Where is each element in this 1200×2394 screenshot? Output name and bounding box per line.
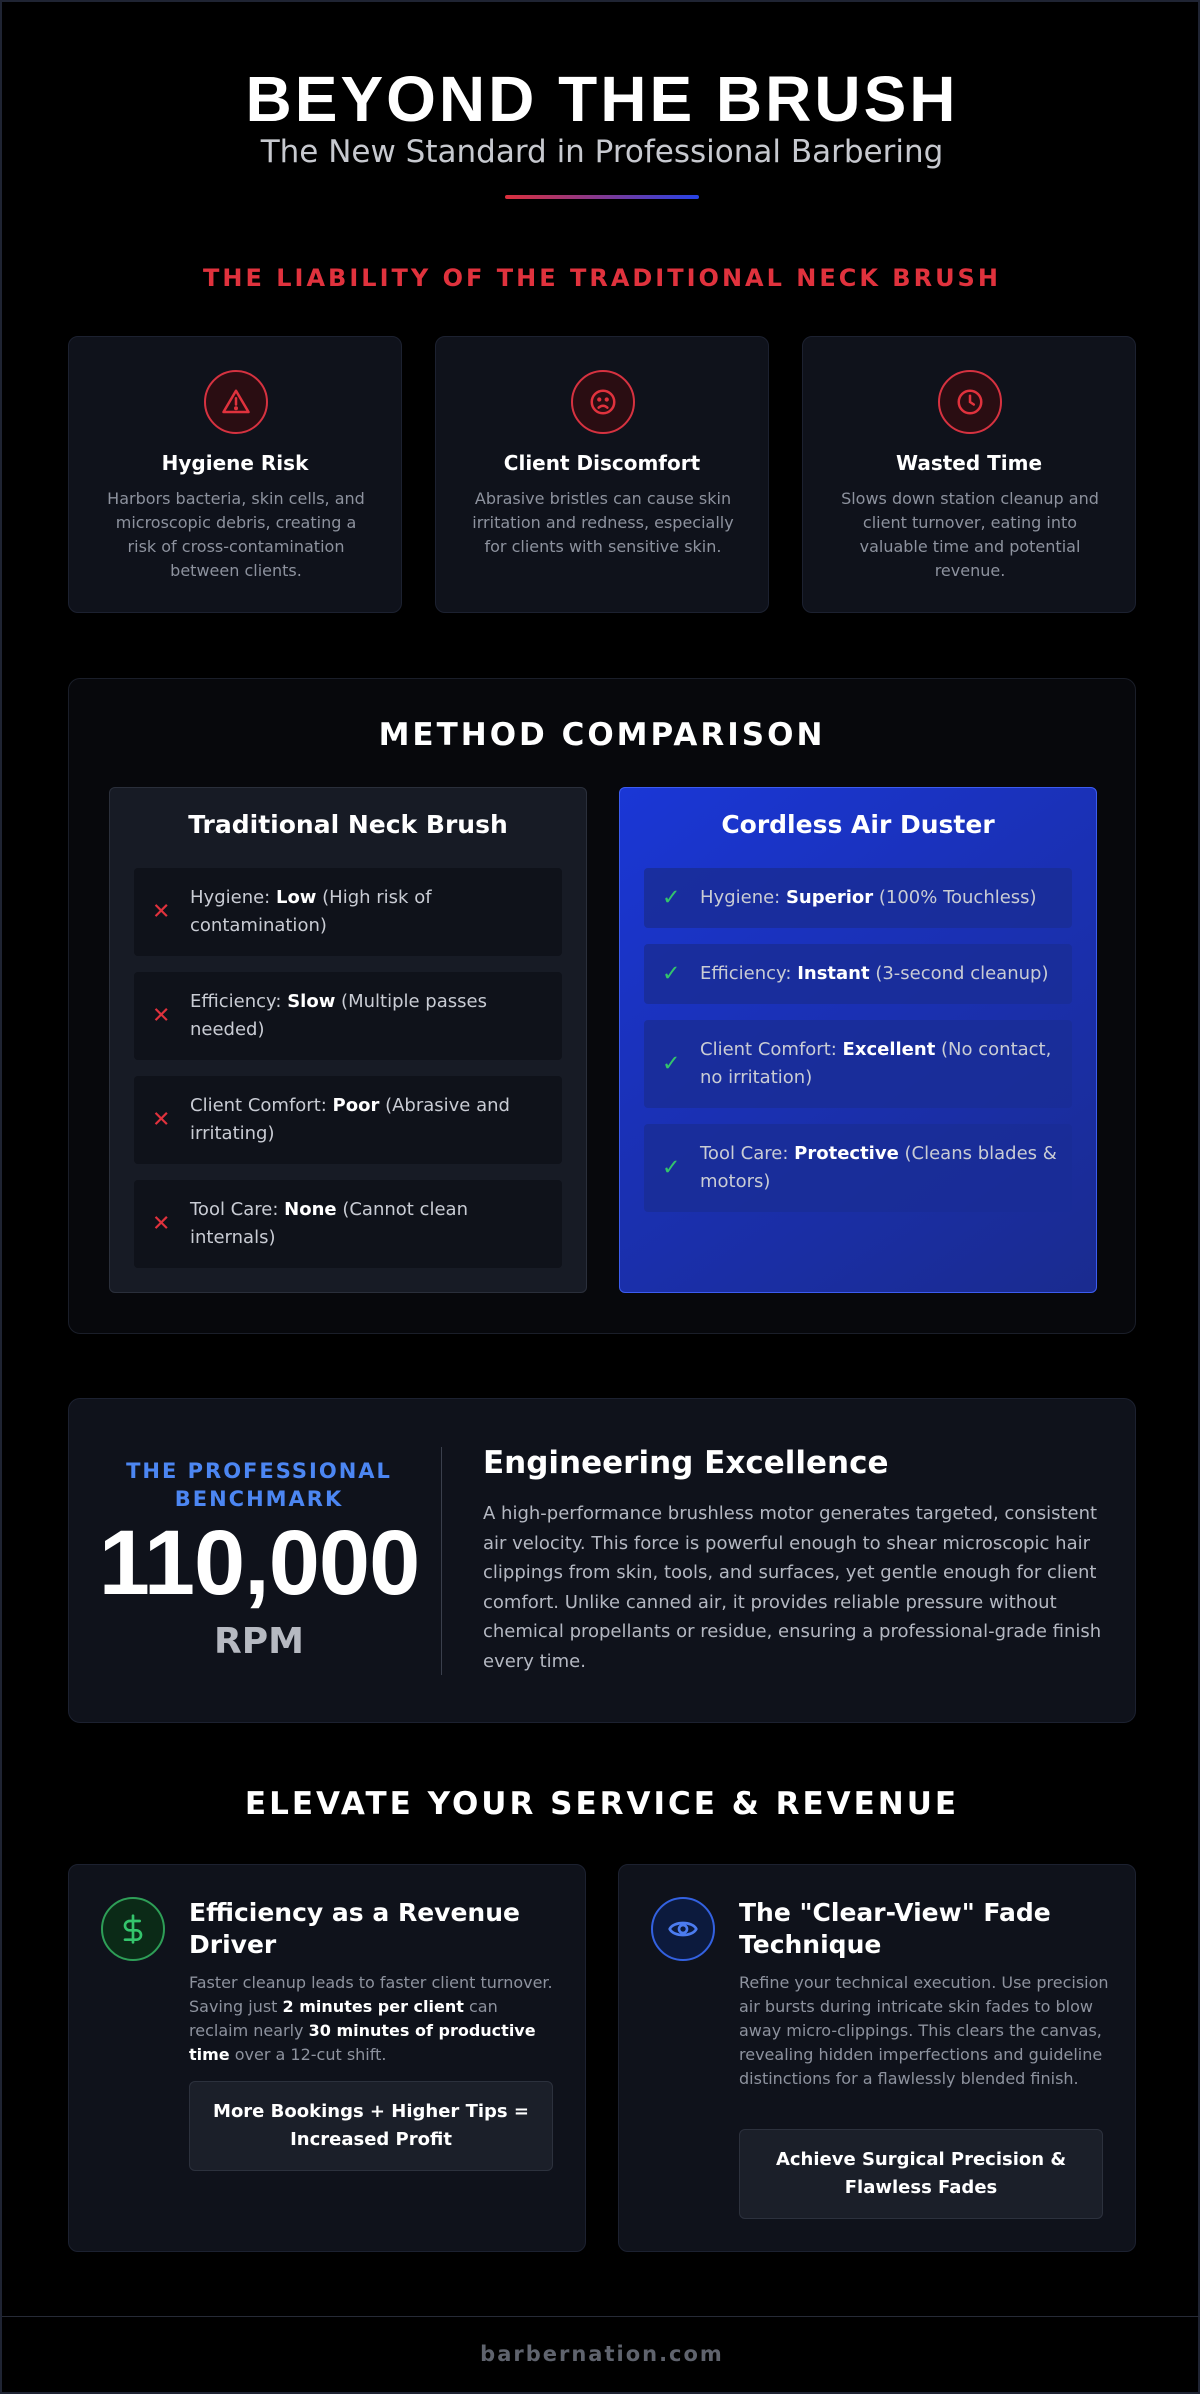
- list-item: [644, 868, 1072, 928]
- item-text: Hygiene: Low (High risk of contamination): [190, 887, 432, 936]
- card-text: Slows down station cleanup and client turnover, eating into valuable time and potential revenue.: [841, 489, 1099, 580]
- frown-face-icon: [571, 370, 635, 434]
- fade-callout: Achieve Surgical Precision & Flawless Fades: [739, 2129, 1103, 2219]
- warning-triangle-icon: [204, 370, 268, 434]
- engineering-body: A high-performance brushless motor generates targeted, consistent air velocity. This force is powerful enough to shear microscopic hair clippings from skin, tools, and surfaces, yet gentle enough for client comfort. Unlike canned air, it provides reliable pressure without chemical propellants or residue, ensuring a professional-grade finish every time.: [483, 1503, 1102, 1672]
- clock-icon: [938, 370, 1002, 434]
- page-subtitle: The New Standard in Professional Barbering: [260, 134, 944, 170]
- footer-site: barbernation.com: [480, 2342, 724, 2366]
- list-item: [644, 1124, 1072, 1212]
- air-duster-column: [619, 787, 1097, 1293]
- liability-card-time: [802, 336, 1136, 613]
- card-title: The "Clear-View" Fade Technique: [739, 1898, 1051, 1959]
- list-item: [134, 868, 562, 956]
- liability-card-discomfort: [435, 336, 769, 613]
- page-title: BEYOND THE BRUSH: [245, 63, 959, 135]
- section-divider: [441, 1447, 442, 1675]
- item-text: Hygiene: Superior (100% Touchless): [700, 887, 1037, 908]
- card-text: Abrasive bristles can cause skin irritation and redness, especially for clients with sensitive skin.: [472, 489, 734, 556]
- benchmark-label: THE PROFESSIONAL BENCHMARK: [126, 1459, 392, 1511]
- liability-heading: THE LIABILITY OF THE TRADITIONAL NECK BRUSH: [203, 264, 1001, 292]
- check-icon: ✓: [662, 1051, 681, 1077]
- eye-icon: [651, 1897, 715, 1961]
- check-icon: ✓: [662, 961, 681, 987]
- list-item: [644, 944, 1072, 1004]
- comparison-heading: METHOD COMPARISON: [378, 717, 826, 753]
- method-comparison: [68, 678, 1136, 1334]
- card-text: Faster cleanup leads to faster client turnover. Saving just 2 minutes per client can reclaim nearly 30 minutes of productive time over a 12-cut shift.: [189, 1973, 553, 2064]
- x-mark-icon: ✕: [152, 899, 171, 925]
- list-item: [134, 1076, 562, 1164]
- list-item: [134, 1180, 562, 1268]
- item-text: Efficiency: Instant (3-second cleanup): [700, 963, 1049, 984]
- x-mark-icon: ✕: [152, 1211, 171, 1237]
- list-item: [134, 972, 562, 1060]
- item-text: Client Comfort: Poor (Abrasive and irritating): [190, 1095, 510, 1144]
- card-text: Refine your technical execution. Use precision air bursts during intricate skin fades to blow away micro-clippings. This clears the canvas, revealing hidden imperfections and guideline distinctions for a flawlessly blended finish.: [739, 1973, 1109, 2088]
- card-title: Hygiene Risk: [161, 451, 309, 475]
- card-title: Wasted Time: [895, 451, 1043, 475]
- card-title: Efficiency as a Revenue Driver: [189, 1898, 520, 1959]
- item-text: Tool Care: Protective (Cleans blades & motors): [700, 1143, 1057, 1192]
- benchmark-value: 110,000: [98, 1512, 420, 1614]
- list-item: [644, 1020, 1072, 1108]
- check-icon: ✓: [662, 1155, 681, 1181]
- item-text: Tool Care: None (Cannot clean internals): [190, 1199, 468, 1248]
- title-divider: [505, 195, 699, 199]
- revenue-callout: More Bookings + Higher Tips = Increased Profit: [189, 2081, 553, 2171]
- x-mark-icon: ✕: [152, 1107, 171, 1133]
- liability-card-hygiene: [68, 336, 402, 613]
- dollar-icon: [101, 1897, 165, 1961]
- traditional-column: [109, 787, 587, 1293]
- engineering-section: [68, 1398, 1136, 1723]
- benchmark-unit: RPM: [214, 1621, 304, 1662]
- card-title: Client Discomfort: [503, 451, 701, 475]
- footer-divider: [2, 2316, 1200, 2317]
- check-icon: ✓: [662, 885, 681, 911]
- revenue-card: [68, 1864, 586, 2252]
- fade-technique-card: [618, 1864, 1136, 2252]
- item-text: Client Comfort: Excellent (No contact, no irritation): [700, 1039, 1052, 1088]
- x-mark-icon: ✕: [152, 1003, 171, 1029]
- column-title: Cordless Air Duster: [721, 810, 995, 839]
- elevate-heading: ELEVATE YOUR SERVICE & REVENUE: [244, 1786, 960, 1822]
- card-text: Harbors bacteria, skin cells, and microscopic debris, creating a risk of cross-contamination between clients.: [107, 489, 365, 580]
- column-title: Traditional Neck Brush: [188, 810, 508, 839]
- item-text: Efficiency: Slow (Multiple passes needed): [190, 991, 487, 1040]
- engineering-title: Engineering Excellence: [483, 1445, 889, 1481]
